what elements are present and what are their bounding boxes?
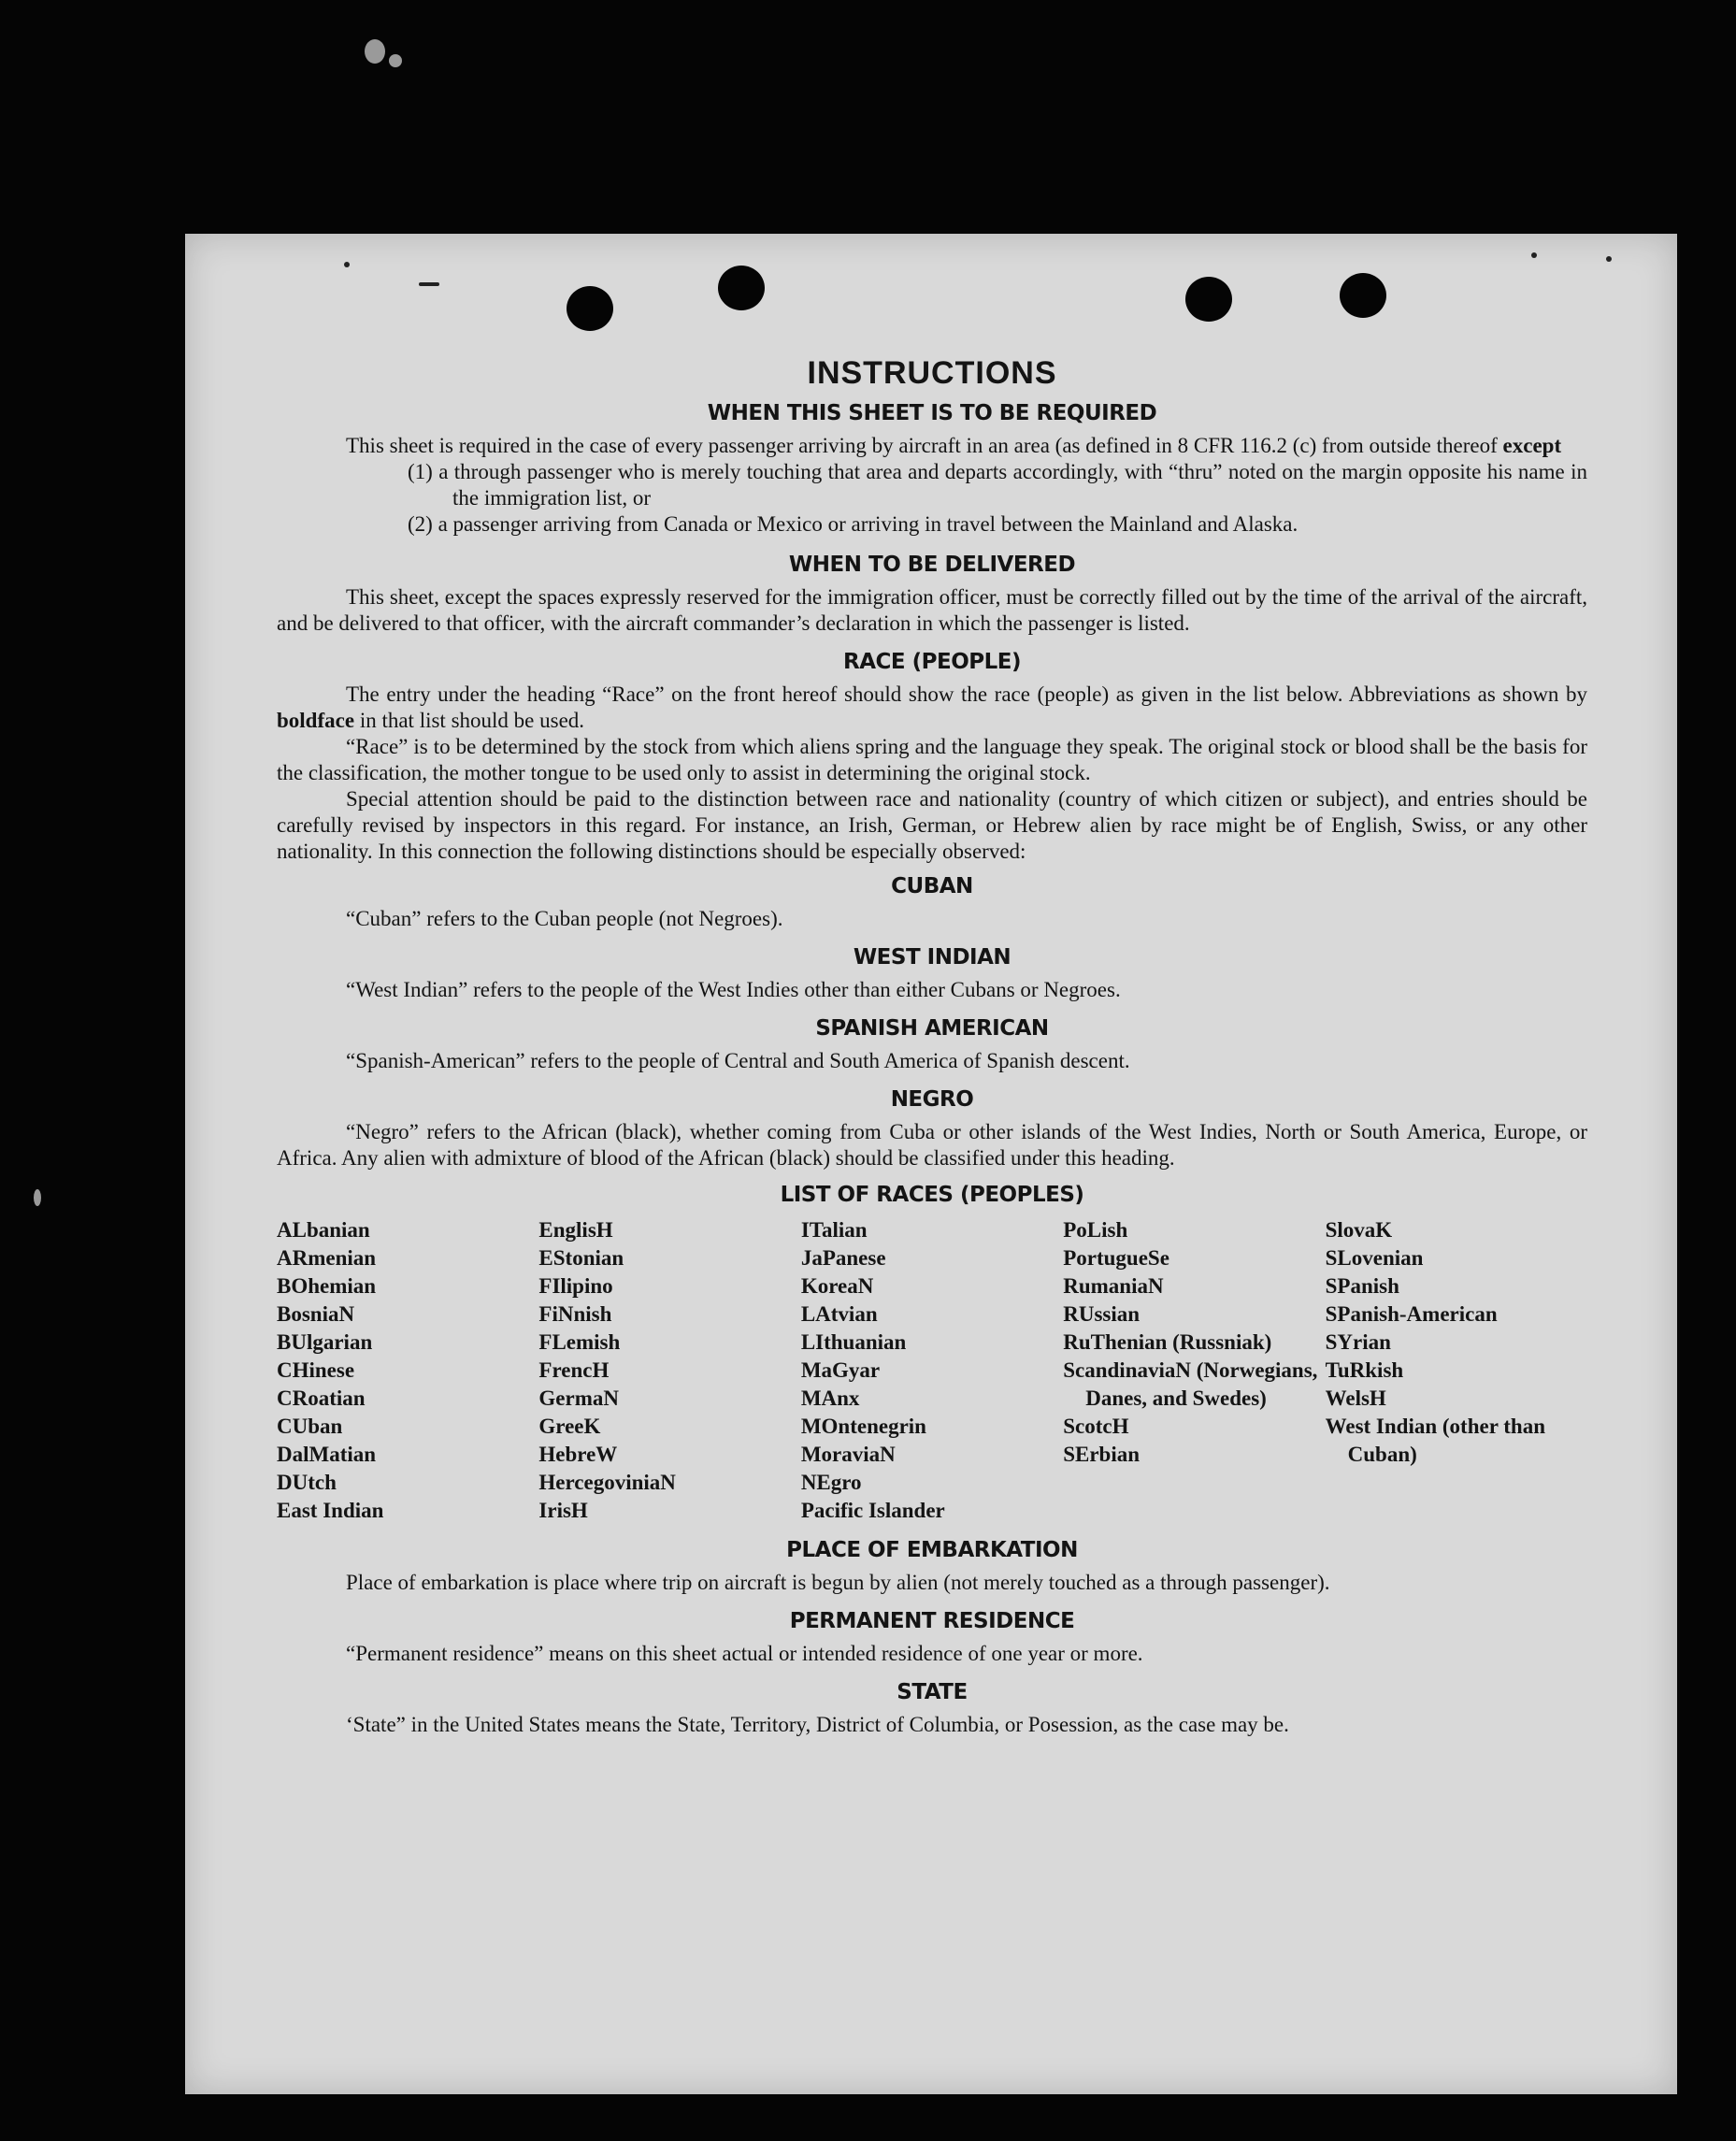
- races-column-2: [538, 1216, 800, 1525]
- heading-when-delivered: WHEN TO BE DELIVERED: [788, 553, 1076, 577]
- race-entry: FIlipino: [538, 1274, 613, 1298]
- residence-paragraph: “Permanent residence” means on this sheet actual or intended residence of one year or more.: [346, 1642, 1143, 1665]
- race-entry: RUssian: [1063, 1302, 1141, 1326]
- races-list: [277, 1216, 1587, 1525]
- document-page: [185, 234, 1677, 2094]
- required-item-1: (1) a through passenger who is merely touching that area and departs accordingly, with “thru” noted on the margin opposite his name in the immigration list, or: [408, 460, 1587, 510]
- delivered-paragraph: This sheet, except the spaces expressly reserved for the immigration officer, must be correctly filled out by the time of the arrival of the aircraft, and be delivered to that officer, with the aircraft commander’s declaration in which the passenger is listed.: [277, 585, 1587, 635]
- page-title: INSTRUCTIONS: [807, 355, 1057, 391]
- race-entry: MOntenegrin: [800, 1415, 926, 1438]
- race-entry: DalMatian: [277, 1443, 377, 1466]
- race-entry: EnglisH: [538, 1218, 613, 1242]
- heading-negro: NEGRO: [890, 1087, 974, 1112]
- race-entry: EStonian: [538, 1246, 624, 1270]
- heading-west-indian: WEST INDIAN: [853, 945, 1011, 970]
- race-entry: ALbanian: [277, 1218, 370, 1242]
- race-entry: MaGyar: [800, 1358, 881, 1382]
- punch-hole: [567, 286, 613, 331]
- required-item-2: (2) a passenger arriving from Canada or Mexico or arriving in travel between the Mainland and Alaska.: [408, 512, 1298, 536]
- race-entry: CRoatian: [277, 1387, 366, 1410]
- race-entry: BOhemian: [277, 1274, 377, 1298]
- race-entry: FiNnish: [538, 1302, 612, 1326]
- race-entry: SYrian: [1325, 1330, 1391, 1354]
- heading-race: RACE (PEOPLE): [843, 650, 1021, 674]
- race-entry: SLovenian: [1325, 1246, 1424, 1270]
- race-entry: FLemish: [538, 1330, 621, 1354]
- heading-spanish-american: SPANISH AMERICAN: [815, 1016, 1049, 1041]
- race-entry: FrencH: [538, 1358, 610, 1382]
- race-entry: SErbian: [1063, 1443, 1141, 1466]
- race-entry: MAnx: [800, 1387, 860, 1410]
- race-entry: KoreaN: [800, 1274, 874, 1298]
- heading-place-of-embarkation: PLACE OF EMBARKATION: [786, 1538, 1078, 1562]
- race-paragraph-3: Special attention should be paid to the distinction between race and nationality (country of which citizen or subject), and entries should be carefully revised by inspectors in this regard. For instance, an Irish, German, or Hebrew alien by race might be of English, Swiss, or any other nationality. In this connection the following distinctions should be especially observed:: [277, 787, 1587, 863]
- scan-dot: [1531, 252, 1537, 258]
- instructions-content: [277, 355, 1587, 1738]
- race-entry: RumaniaN: [1063, 1274, 1164, 1298]
- heading-when-required: WHEN THIS SHEET IS TO BE REQUIRED: [707, 401, 1157, 425]
- heading-cuban: CUBAN: [891, 874, 973, 898]
- race-paragraph-1: The entry under the heading “Race” on the front hereof should show the race (people) as given in the list below. Abbreviations as shown by boldface in that list should be used.: [277, 683, 1587, 732]
- race-entry: ARmenian: [277, 1246, 377, 1270]
- race-entry: GreeK: [538, 1415, 601, 1438]
- race-paragraph-2: “Race” is to be determined by the stock from which aliens spring and the language they speak. The original stock or blood shall be the basis for the classification, the mother tongue to be used only to assist in determining the original stock.: [277, 735, 1587, 784]
- scan-dot: [344, 262, 350, 267]
- race-entry: NEgro: [800, 1471, 862, 1494]
- race-entry: PoLish: [1063, 1218, 1128, 1242]
- race-entry: HebreW: [538, 1443, 618, 1466]
- negro-paragraph: “Negro” refers to the African (black), whether coming from Cuba or other islands of the West Indies, North or South America, Europe, or Africa. Any alien with admixture of blood of the African (black) should be classified under this heading.: [277, 1120, 1587, 1170]
- punch-hole: [718, 266, 765, 310]
- race-entry: GermaN: [538, 1387, 619, 1410]
- race-entry: SPanish: [1325, 1274, 1399, 1298]
- heading-permanent-residence: PERMANENT RESIDENCE: [789, 1609, 1075, 1633]
- heading-state: STATE: [897, 1680, 968, 1704]
- race-entry: JaPanese: [800, 1246, 886, 1270]
- scan-speck: [34, 1189, 41, 1206]
- scan-speck: [365, 39, 385, 64]
- embarkation-paragraph: Place of embarkation is place where trip on aircraft is begun by alien (not merely touched as a through passenger).: [346, 1571, 1330, 1594]
- race-entry: CHinese: [277, 1358, 355, 1382]
- races-column-1: [277, 1216, 538, 1525]
- race-entry: LAtvian: [800, 1302, 878, 1326]
- race-entry: SPanish-American: [1325, 1302, 1498, 1326]
- race-entry: HercegoviniaN: [538, 1471, 676, 1494]
- punch-hole: [1340, 273, 1386, 318]
- race-entry: WelsH: [1325, 1387, 1386, 1410]
- required-paragraph: This sheet is required in the case of every passenger arriving by aircraft in an area (as defined in 8 CFR 116.2 (c) from outside thereof except: [346, 434, 1562, 457]
- cuban-paragraph: “Cuban” refers to the Cuban people (not Negroes).: [346, 907, 783, 930]
- race-entry: PortugueSe: [1063, 1246, 1169, 1270]
- heading-list-of-races: LIST OF RACES (PEOPLES): [780, 1183, 1084, 1207]
- punch-hole: [1185, 277, 1232, 322]
- races-column-5: [1326, 1216, 1587, 1525]
- race-entry: RuThenian (Russniak): [1063, 1330, 1272, 1354]
- race-entry: Pacific Islander: [800, 1499, 945, 1522]
- scan-speck: [389, 54, 402, 67]
- race-entry: CUban: [277, 1415, 343, 1438]
- race-entry: ScotcH: [1063, 1415, 1129, 1438]
- race-entry: MoraviaN: [800, 1443, 896, 1466]
- state-paragraph: ‘State” in the United States means the State, Territory, District of Columbia, or Posession, as the case may be.: [346, 1713, 1289, 1736]
- spanish-american-paragraph: “Spanish-American” refers to the people of Central and South America of Spanish descent.: [346, 1049, 1130, 1072]
- race-entry: TuRkish: [1325, 1358, 1404, 1382]
- race-entry: West Indian (other than Cuban): [1325, 1415, 1545, 1466]
- scan-dot: [419, 282, 439, 286]
- race-entry: BUlgarian: [277, 1330, 373, 1354]
- scan-dot: [1606, 256, 1612, 262]
- races-column-4: [1063, 1216, 1325, 1525]
- west-indian-paragraph: “West Indian” refers to the people of the West Indies other than either Cubans or Negroes.: [346, 978, 1121, 1001]
- race-entry: ITalian: [800, 1218, 868, 1242]
- race-entry: SlovaK: [1325, 1218, 1393, 1242]
- race-entry: LIthuanian: [800, 1330, 907, 1354]
- race-entry: IrisH: [538, 1499, 588, 1522]
- race-entry: East Indian: [277, 1499, 384, 1522]
- race-entry: ScandinaviaN (Norwegians, Danes, and Swedes): [1063, 1358, 1318, 1410]
- races-column-3: [801, 1216, 1063, 1525]
- race-entry: BosniaN: [277, 1302, 355, 1326]
- race-entry: DUtch: [277, 1471, 337, 1494]
